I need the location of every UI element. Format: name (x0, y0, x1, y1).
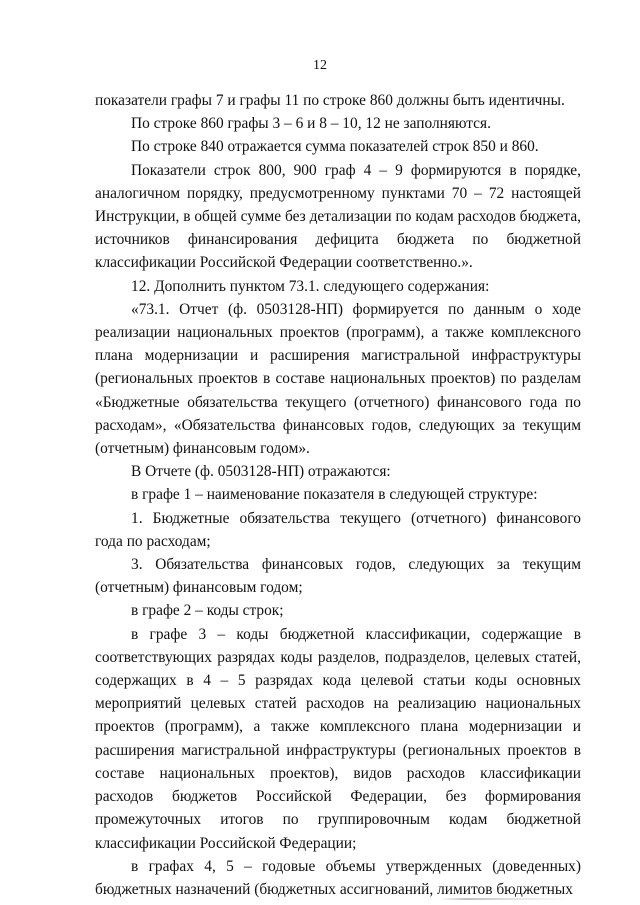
paragraph-point-73-1: «73.1. Отчет (ф. 0503128-НП) формируется по данным о ходе реализации национальных проектов (программ), а также комплексного плана модернизации и расширения магистральной инфраструктуры (региональных проектов в составе национальных проектов) по разделам «Бюджетные обязательства текущего (отчетного) финансового года по расходам», «Обязательства финансовых годов, следующих за текущим (отчетным) финансовым годом». (95, 300, 581, 458)
scan-artifact (440, 898, 570, 900)
paragraph-rows-800-900: Показатели строк 800, 900 граф 4 – 9 формируются в порядке, аналогичном порядку, предусмотренному пунктами 70 – 72 настоящей Инструкции, в общей сумме без детализации по кодам расходов бюджета, источников финансирования дефицита бюджета по бюджетной классификации Российской Федерации соответственно.». (95, 161, 581, 272)
paragraph-report-contents: В Отчете (ф. 0503128-НП) отражаются: (131, 463, 391, 481)
paragraph-structure-3: 3. Обязательства финансовых годов, следующих за текущим (отчетным) финансовым годом; (95, 556, 581, 597)
paragraph-column-2: в графе 2 – коды строк; (131, 602, 284, 620)
paragraph-structure-1: 1. Бюджетные обязательства текущего (отчетного) финансового года по расходам; (95, 509, 581, 550)
paragraph-column-1: в графе 1 – наименование показателя в следующей структуре: (131, 486, 538, 504)
paragraph-column-3: в графе 3 – коды бюджетной классификации, содержащие в соответствующих разрядах коды разделов, подразделов, целевых статей, содержащих в 4 – 5 разрядах кода целевой статьи коды основных мероприятий целевых статей расходов на реализацию национальных проектов (программ), а также комплексного плана модернизации и расширения магистральной инфраструктуры (региональных проектов в составе национальных проектов), видов расходов классификации расходов бюджетов Российской Федерации, без формирования промежуточных итогов по группировочным кодам бюджетной классификации Российской Федерации; (95, 625, 581, 852)
document-body (95, 89, 581, 901)
paragraph-continuation: показатели графы 7 и графы 11 по строке 860 должны быть идентичны. (95, 92, 565, 109)
paragraph-columns-4-5: в графах 4, 5 – годовые объемы утвержденных (доведенных) бюджетных назначений (бюджетных ассигнований, лимитов бюджетных (95, 857, 581, 898)
paragraph-item-12: 12. Дополнить пунктом 73.1. следующего содержания: (131, 277, 490, 295)
page-number: 12 (313, 58, 327, 73)
paragraph-row-860: По строке 860 графы 3 – 6 и 8 – 10, 12 не заполняются. (131, 115, 491, 133)
paragraph-row-840: По строке 840 отражается сумма показателей строк 850 и 860. (131, 138, 539, 156)
